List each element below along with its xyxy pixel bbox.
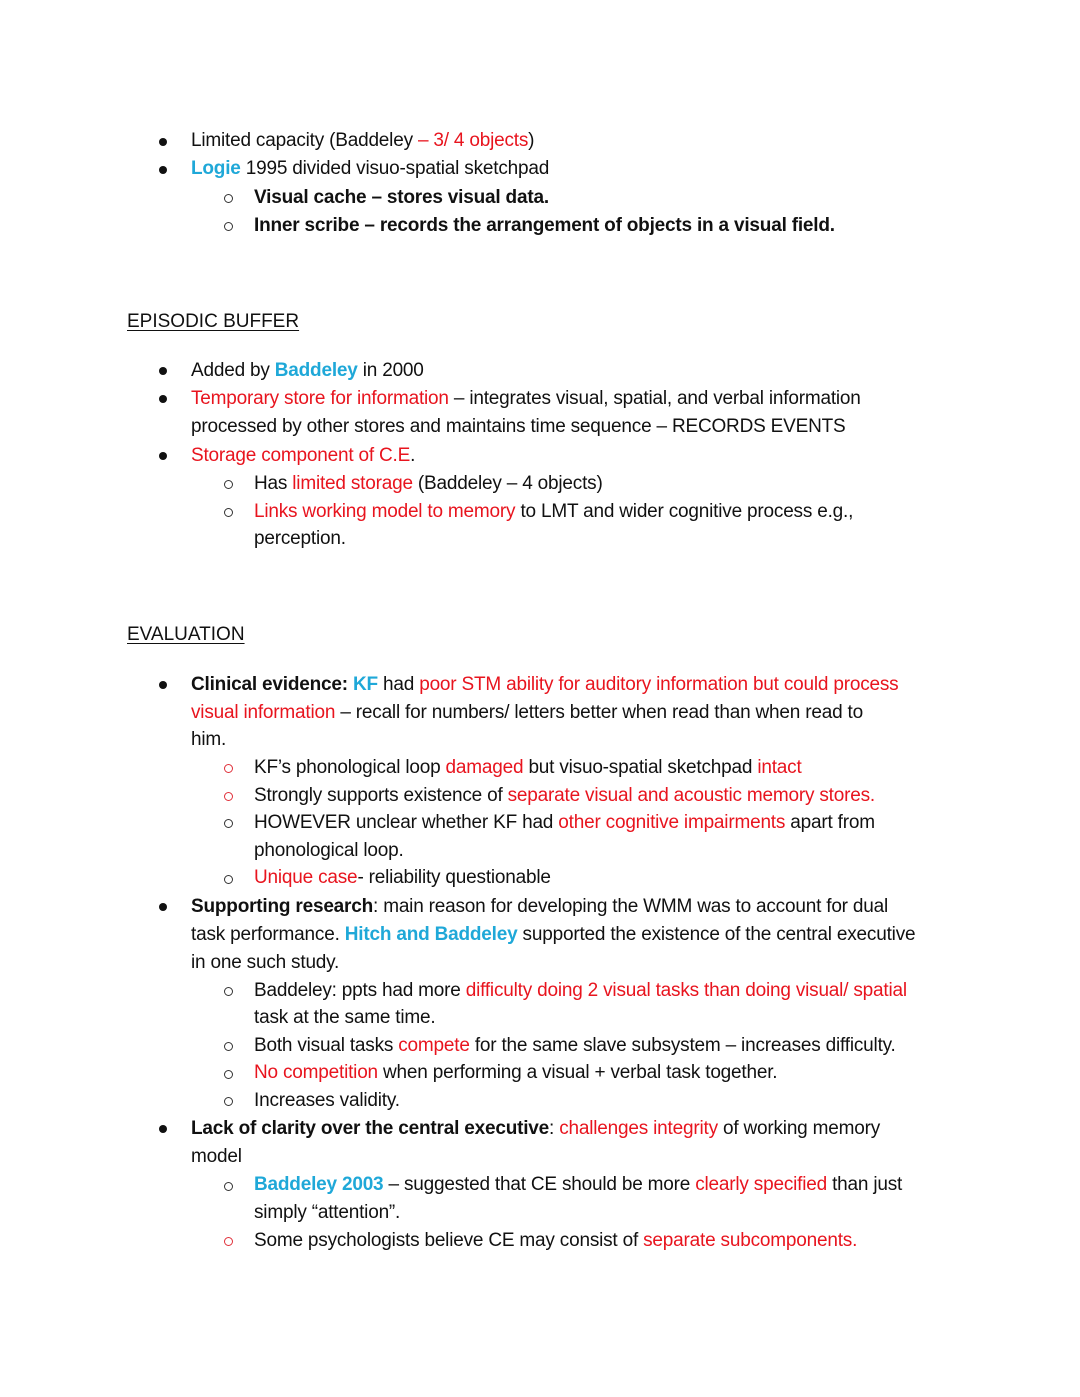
text-run: Both visual tasks: [254, 1035, 399, 1056]
red-text-run: challenges integrity: [559, 1118, 718, 1139]
red-text-run: separate subcomponents.: [643, 1230, 858, 1251]
hollow-bullet-icon: [224, 792, 233, 801]
text-run: task at the same time.: [254, 1007, 436, 1028]
eval-supporting-research-cont: [191, 921, 915, 949]
eval-baddeley-ppts: [254, 977, 907, 1005]
text-run: - reliability questionable: [357, 867, 551, 888]
text-run: ): [528, 130, 535, 151]
red-text-run: damaged: [445, 757, 524, 778]
hollow-bullet-icon: [224, 875, 233, 884]
text-run: task performance.: [191, 924, 345, 945]
eb-links-model: [254, 498, 853, 526]
red-text-run: Temporary store for information: [191, 388, 449, 409]
section-heading-episodic-buffer: EPISODIC BUFFER: [127, 311, 300, 332]
hollow-bullet-icon: [224, 222, 233, 231]
text-run: in 2000: [357, 360, 424, 381]
text-run: Added by: [191, 360, 275, 381]
eval-no-competition: [254, 1059, 777, 1087]
hollow-bullet-icon: [224, 764, 233, 773]
text-run: him.: [191, 729, 227, 750]
red-text-run: other cognitive impairments: [558, 812, 786, 833]
eval-increases-validity: [254, 1087, 400, 1115]
eb-storage-component: [191, 442, 415, 470]
text-run: simply “attention”.: [254, 1202, 401, 1223]
eb-links-model-cont: [254, 525, 346, 553]
section-heading-evaluation: EVALUATION: [127, 624, 245, 645]
text-run: for the same slave subsystem – increases difficulty.: [469, 1035, 896, 1056]
hollow-bullet-icon: [224, 1042, 233, 1051]
text-run: HOWEVER unclear whether KF had: [254, 812, 559, 833]
eval-clinical-evidence-cont2: [191, 726, 226, 754]
text-run: in one such study.: [191, 952, 340, 973]
eval-however: [254, 809, 875, 837]
red-text-run: visual information: [191, 702, 336, 723]
cyan-text-run: KF: [353, 674, 378, 695]
red-text-run: intact: [757, 757, 802, 778]
bullet-icon: [159, 367, 167, 375]
text-run: perception.: [254, 528, 346, 549]
text-run: KF’s phonological loop: [254, 757, 446, 778]
eval-lack-of-clarity: [191, 1115, 880, 1143]
b-text-run: Supporting research: [191, 896, 374, 917]
intro-sub-inner-scribe: [254, 212, 835, 240]
red-text-run: Storage component of C.E: [191, 445, 411, 466]
eval-both-compete: [254, 1032, 896, 1060]
red-text-run: limited storage: [292, 473, 413, 494]
hollow-bullet-icon: [224, 1097, 233, 1106]
cyan-text-run: Hitch and Baddeley: [344, 924, 518, 945]
bullet-icon: [159, 681, 167, 689]
bullet-icon: [159, 1125, 167, 1133]
red-text-run: Links working model to memory: [254, 501, 516, 522]
eval-supporting-research-cont2: [191, 949, 339, 977]
text-run: Some psychologists believe CE may consist of: [254, 1230, 644, 1251]
red-text-run: clearly specified: [695, 1174, 827, 1195]
text-run: apart from: [785, 812, 875, 833]
b-text-run: Inner scribe – records the arrangement of objects in a visual field.: [254, 215, 835, 236]
eval-supporting-research: [191, 893, 888, 921]
red-text-run: compete: [398, 1035, 470, 1056]
b-text-run: Clinical evidence:: [191, 674, 353, 695]
red-text-run: Unique case: [254, 867, 358, 888]
text-run: Increases validity.: [254, 1090, 400, 1111]
hollow-bullet-icon: [224, 1182, 233, 1191]
red-text-run: difficulty doing 2 visual tasks than doing visual/ spatial: [465, 980, 907, 1001]
text-run: model: [191, 1146, 242, 1167]
hollow-bullet-icon: [224, 819, 233, 828]
text-run: supported the existence of the central executive: [517, 924, 916, 945]
eval-baddeley-ppts-cont: [254, 1004, 435, 1032]
eb-added-by: [191, 357, 424, 385]
eval-supports-separate: [254, 782, 875, 810]
text-run: : main reason for developing the WMM was to account for dual: [373, 896, 889, 917]
eval-lack-of-clarity-cont: [191, 1143, 242, 1171]
hollow-bullet-icon: [224, 194, 233, 203]
eval-clinical-evidence: [191, 671, 898, 699]
hollow-bullet-icon: [224, 1237, 233, 1246]
eval-baddeley-2003: [254, 1171, 902, 1199]
text-run: than just: [827, 1174, 903, 1195]
text-run: Strongly supports existence of: [254, 785, 508, 806]
text-run: phonological loop.: [254, 840, 404, 861]
eb-limited-storage: [254, 470, 603, 498]
b-text-run: Visual cache – stores visual data.: [254, 187, 549, 208]
text-run: of working memory: [717, 1118, 881, 1139]
text-run: 1995 divided visuo-spatial sketchpad: [240, 158, 550, 179]
text-run: Has: [254, 473, 293, 494]
bullet-icon: [159, 395, 167, 403]
eval-clinical-evidence-cont: [191, 699, 863, 727]
cyan-text-run: Logie: [191, 158, 241, 179]
text-run: :: [549, 1118, 560, 1139]
eval-however-cont: [254, 837, 404, 865]
cyan-text-run: Baddeley 2003: [254, 1174, 384, 1195]
bullet-icon: [159, 138, 167, 146]
text-run: – recall for numbers/ letters better when read than when read to: [335, 702, 863, 723]
text-run: – integrates visual, spatial, and verbal information: [448, 388, 861, 409]
red-text-run: No competition: [254, 1062, 378, 1083]
bullet-icon: [159, 452, 167, 460]
intro-item-logie: [191, 155, 549, 183]
hollow-bullet-icon: [224, 987, 233, 996]
text-run: to LMT and wider cognitive process e.g.,: [515, 501, 854, 522]
text-run: Limited capacity (Baddeley: [191, 130, 418, 151]
eb-temporary-store: [191, 385, 861, 413]
cyan-text-run: Baddeley: [274, 360, 358, 381]
red-text-run: poor STM ability for auditory information but could process: [419, 674, 899, 695]
bullet-icon: [159, 166, 167, 174]
intro-sub-visual-cache: [254, 184, 549, 212]
hollow-bullet-icon: [224, 1070, 233, 1079]
b-text-run: Lack of clarity over the central executive: [191, 1118, 550, 1139]
text-run: Baddeley: ppts had more: [254, 980, 466, 1001]
hollow-bullet-icon: [224, 480, 233, 489]
eb-temporary-store-cont: [191, 413, 845, 441]
red-text-run: – 3/ 4 objects: [417, 130, 529, 151]
eval-baddeley-2003-cont: [254, 1199, 400, 1227]
text-run: (Baddeley – 4 objects): [412, 473, 603, 494]
text-run: had: [377, 674, 420, 695]
hollow-bullet-icon: [224, 508, 233, 517]
eval-subcomponents: [254, 1227, 857, 1255]
text-run: but visuo-spatial sketchpad: [523, 757, 758, 778]
intro-item-limited-capacity: [191, 127, 534, 155]
text-run: .: [410, 445, 416, 466]
text-run: processed by other stores and maintains time sequence – RECORDS EVENTS: [191, 416, 846, 437]
text-run: when performing a visual + verbal task together.: [377, 1062, 778, 1083]
eval-kf-loop: [254, 754, 802, 782]
bullet-icon: [159, 903, 167, 911]
text-run: – suggested that CE should be more: [383, 1174, 696, 1195]
red-text-run: separate visual and acoustic memory stores.: [507, 785, 875, 806]
eval-unique-case: [254, 864, 551, 892]
